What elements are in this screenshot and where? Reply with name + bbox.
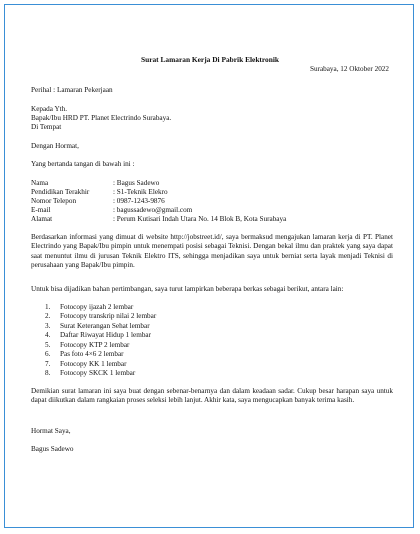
list-item: Fotocopy SKCK 1 lembar <box>60 369 136 377</box>
list-item: Fotocopy KTP 2 lembar <box>60 341 130 349</box>
identity-intro: Yang bertanda tangan di bawah ini : <box>31 160 135 168</box>
identity-label-name: Nama <box>31 179 49 187</box>
list-item: Surat Keterangan Sehat lembar <box>60 322 150 330</box>
identity-label-address: Alamat <box>31 215 53 223</box>
list-item-number: 1. <box>45 303 51 311</box>
closing-paragraph: Demikian surat lamaran ini saya buat dengan sebenar-benarnya dan dalam keadaan sadar. Cukup besar harapan saya untuk dapat diikutkan dalam rangkaian proses seleksi lebih lanjut. Akhir kata, saya mengucapkan banyak terima kasih. <box>31 387 393 405</box>
identity-value-name: : Bagus Sadewo <box>113 179 160 187</box>
identity-value-phone: : 0987-1243-9876 <box>113 197 165 205</box>
identity-label-phone: Nomor Telepon <box>31 197 77 205</box>
list-item-number: 6. <box>45 350 51 358</box>
signature-name: Bagus Sadewo <box>31 445 74 453</box>
list-item: Pas foto 4×6 2 lembar <box>60 350 124 358</box>
recipient-line-1: Kepada Yth. <box>31 105 68 113</box>
attachments-intro: Untuk bisa dijadikan bahan pertimbangan, saya turut lampirkan beberapa berkas sebagai berikut, antara lain: <box>31 285 344 293</box>
identity-label-email: E-mail <box>31 206 51 214</box>
identity-value-education: : S1-Teknik Elekro <box>113 188 168 196</box>
sign-off: Hormat Saya, <box>31 427 71 435</box>
letter-title: Surat Lamaran Kerja Di Pabrik Elektronik <box>140 55 280 64</box>
subject-line: Perihal : Lamaran Pekerjaan <box>31 86 113 94</box>
list-item-number: 4. <box>45 331 51 339</box>
recipient-line-2: Bapak/Ibu HRD PT. Planet Electrindo Surabaya. <box>31 114 172 122</box>
greeting: Dengan Hormat, <box>31 142 79 150</box>
list-item: Fotocopy ijazah 2 lembar <box>60 303 134 311</box>
letter-page <box>4 4 414 528</box>
list-item-number: 8. <box>45 369 51 377</box>
letter-date: Surabaya, 12 Oktober 2022 <box>309 65 389 73</box>
list-item-number: 5. <box>45 341 51 349</box>
list-item-number: 7. <box>45 360 51 368</box>
identity-label-education: Pendidikan Terakhir <box>31 188 90 196</box>
body-paragraph: Berdasarkan informasi yang dimuat di website http://jobstreet.id/, saya bermaksud mengajukan lamaran kerja di PT. Planet Electrindo yang Bapak/Ibu pimpin untuk menempati posisi sebagai Teknisi. Dengan bekal ilmu dan praktek yang saya dapat saat menuntut ilmu di jurusan Teknik Elektro ITS, sehingga menjadikan saya untuk berniat serta layak menjadi Teknisi di perusahaan yang Bapak/Ibu pimpin. <box>31 233 393 269</box>
list-item-number: 3. <box>45 322 51 330</box>
list-item: Fotocopy KK 1 lembar <box>60 360 127 368</box>
list-item: Fotocopy transkrip nilai 2 lembar <box>60 312 157 320</box>
list-item-number: 2. <box>45 312 51 320</box>
identity-value-email: : bagussadewo@gmail.com <box>113 206 193 214</box>
identity-value-address: : Perum Kutisari Indah Utara No. 14 Blok B, Kota Surabaya <box>113 215 287 223</box>
recipient-line-3: Di Tempat <box>31 123 62 131</box>
list-item: Daftar Riwayat Hidup 1 lembar <box>60 331 152 339</box>
